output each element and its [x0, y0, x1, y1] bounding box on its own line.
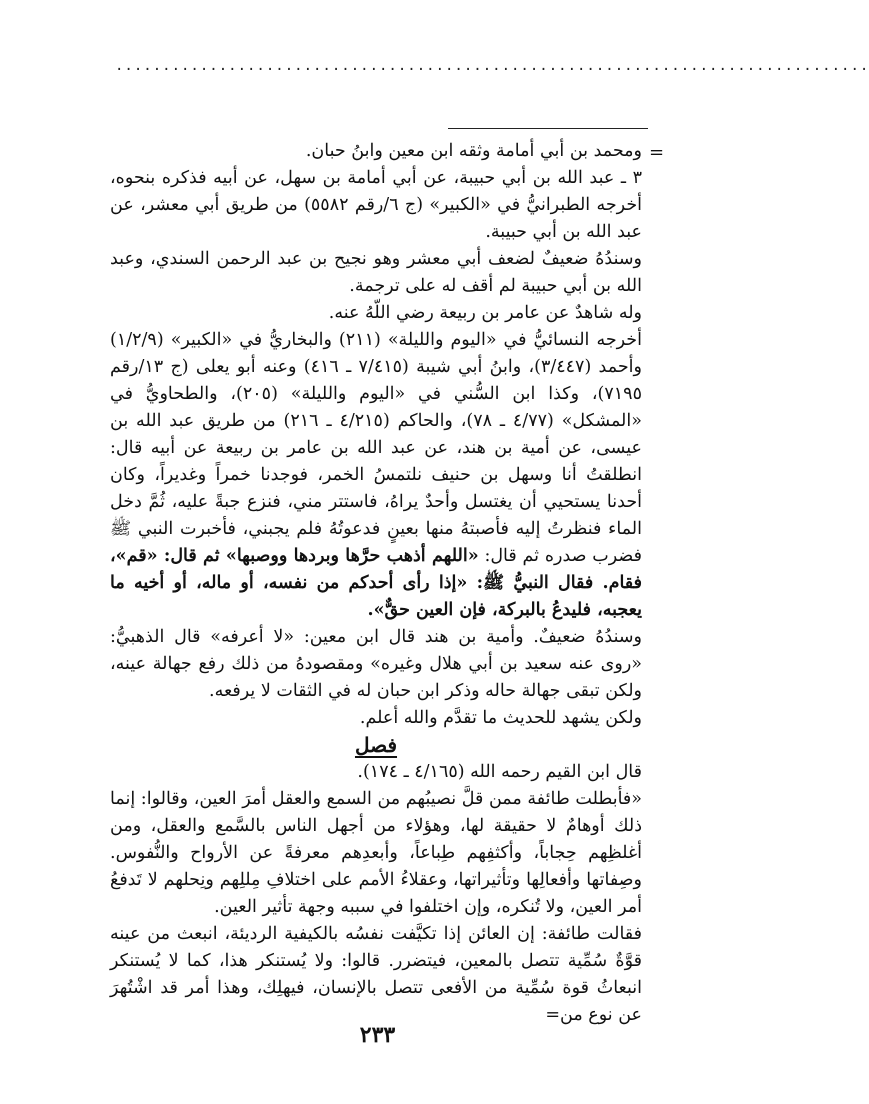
paragraph: ومحمد بن أبي أمامة وثقه ابن معين وابنُ حبان.: [305, 141, 642, 161]
continuation-mark: =: [649, 142, 665, 163]
section-paragraph: فقالت طائفة: إن العائن إذا تكيَّفت نفسُه بالكيفية الرديئة، انبعث من عينه قوَّةٌ سُمِّية تتصل بالمعين، فيتضرر. قالوا: ولا يُستنكر هذا، كما لا يُستنكر انبعاثُ قوة سُمِّية من الأفعى تتصل بالإنسان، فيهلِك، وهذا أمر قد اشْتُهرَ عن نوع من=: [110, 924, 642, 1025]
header-dotted-line: ................................................................................: [115, 58, 869, 74]
paragraph: ولكن يشهد للحديث ما تقدَّم والله أعلم.: [359, 708, 642, 728]
paragraph: ٣ ـ عبد الله بن أبي حبيبة، عن أبي أمامة بن سهل، عن أبيه فذكره بنحوه، أخرجه الطبرانيُّ في «الكبير» (ج ٦/رقم ٥٥٨٢) من طريق أبي معشر، عن عبد الله بن أبي حبيبة.: [110, 168, 643, 242]
hadith-quote: «اللهم أذهب حرَّها وبردها ووصبها» ثم قال: «قم»، فقام. فقال النبيُّ ﷺ: «إذا رأى أحدكم من نفسه، أو ماله، أو أخيه ما يعجبه، فليدعُ بالبركة، فإن العين حقٌّ».: [110, 546, 642, 620]
section-heading: فصل: [354, 733, 398, 757]
paragraph-text: أخرجه النسائيُّ في «اليوم والليلة» (٢١١) والبخاريُّ في «الكبير» (١/٢/٩) وأحمد (٣/٤٤٧)، وابنُ أبي شيبة (٧/٤١٥ ـ ٤١٦) وعنه أبو يعلى (ج ١٣/رقم ٧١٩٥)، وكذا ابن السُّني في «اليوم والليلة» (٢٠٥)، والطحاويُّ في «المشكل» (٤/٧٧ ـ ٧٨)، والحاكم (٤/٢١٥ ـ ٢١٦) من طريق عبد الله بن عيسى، عن أمية بن هند، عن عبد الله بن عامر بن ربيعة عن أبيه قال: انطلقتُ أنا وسهل بن حنيف نلتمسُ الخمر، فوجدنا خمراً وغديراً، وكان أحدنا يستحيي أن يغتسل وأحدٌ يراهُ، فاستتر مني، فنزع جبةً عليه، ثُمَّ دخل الماء فنظرتُ إليه فأصبتهُ منها بعينٍ فدعوتُهُ فلم يجبني، فأخبرت النبي ﷺ فضرب صدره ثم قال:: [110, 330, 642, 566]
footnote-text-block: [110, 138, 642, 1029]
paragraph: وله شاهدٌ عن عامر بن ربيعة رضي اللّهُ عنه.: [328, 303, 642, 323]
paragraph: وسندُهُ ضعيفٌ. وأمية بن هند قال ابن معين: «لا أعرفه» قال الذهبيُّ: «روى عنه سعيد بن أبي هلال وغيره» ومقصودهُ من ذلك رفع جهالة عينه، ولكن تبقى جهالة حاله وذكر ابن حبان له في الثقات لا يرفعه.: [110, 627, 642, 701]
section-paragraph: «فأبطلت طائفة ممن قلَّ نصيبُهم من السمع والعقل أمرَ العين، وقالوا: إنما ذلك أوهامٌ لا حقيقة لها، وهؤلاء من أجهل الناس بالسَّمع والعقل، ومن أغلظِهم حِجاباً، وأكثفِهم طِباعاً، وأبعدِهم معرفةً عن الأرواح والنُّفوس. وصِفاتها وأفعالِها وتأثيراتها، وعقلاءُ الأمم على اختلافِ مِللِهم ونِحلهم لا تَدفعُ أمر العين، ولا تُنكره، وإن اختلفوا في سببه وجهة تأثير العين.: [110, 789, 642, 917]
footnote-separator-rule: [448, 128, 648, 129]
section-paragraph: قال ابن القيم رحمه الله (٤/١٦٥ ـ ١٧٤).: [357, 762, 642, 782]
paragraph: وسندُهُ ضعيفٌ لضعف أبي معشر وهو نجيح بن عبد الرحمن السندي، وعبد الله بن أبي حبيبة لم أقف له على ترجمة.: [110, 249, 642, 296]
page-number: ٢٣٣: [359, 1022, 396, 1048]
paragraph: [110, 327, 642, 624]
